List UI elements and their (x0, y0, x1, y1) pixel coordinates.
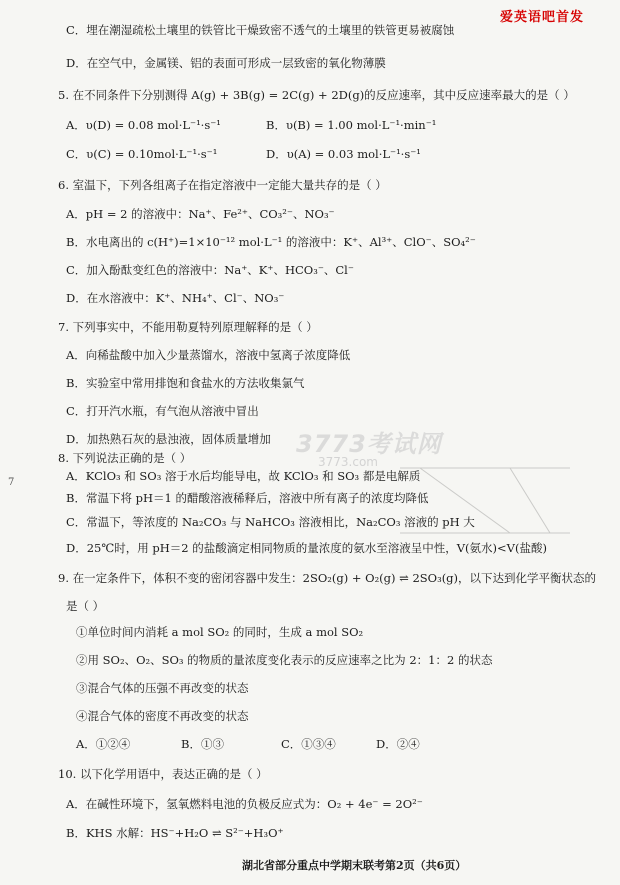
q9-statement-3: ③混合气体的压强不再改变的状态 (76, 681, 249, 695)
q9-option-c: C．①③④ (281, 737, 336, 751)
question-8: 8. 下列说法正确的是（ ） (58, 451, 192, 465)
q6-option-a: A．pH = 2 的溶液中：Na⁺、Fe²⁺、CO₃²⁻、NO₃⁻ (66, 207, 335, 221)
q9-options (76, 736, 420, 752)
q8-option-b: B．常温下将 pH＝1 的醋酸溶液稀释后，溶液中所有离子的浓度均降低 (66, 491, 429, 505)
q9-statement-1: ①单位时间内消耗 a mol SO₂ 的同时，生成 a mol SO₂ (76, 625, 364, 639)
q8-option-c: C．常温下，等浓度的 Na₂CO₃ 与 NaHCO₃ 溶液相比，Na₂CO₃ 溶液的 pH 大 (66, 515, 475, 529)
q4-option-c: C．埋在潮湿疏松土壤里的铁管比干燥致密不透气的土壤里的铁管更易被腐蚀 (66, 23, 455, 37)
question-9: 9. 在一定条件下，体积不变的密闭容器中发生：2SO₂(g) + O₂(g) ⇌ 2SO₃(g)，以下达到化学平衡状态的 (58, 571, 597, 585)
q5-option-a: A．υ(D) = 0.08 mol·L⁻¹·s⁻¹ (66, 118, 221, 132)
q5-option-d: D．υ(A) = 0.03 mol·L⁻¹·s⁻¹ (266, 147, 421, 161)
question-5: 5. 在不同条件下分别测得 A(g) + 3B(g) = 2C(g) + 2D(g)的反应速率，其中反应速率最大的是（ ） (58, 88, 575, 102)
q6-option-b: B．水电离出的 c(H⁺)=1×10⁻¹² mol·L⁻¹ 的溶液中：K⁺、Al³⁺、ClO⁻、SO₄²⁻ (66, 235, 476, 249)
q8-option-d: D．25℃时，用 pH＝2 的盐酸滴定相同物质的量浓度的氨水至溶液呈中性，V(氨水)<V(盐酸) (66, 541, 547, 555)
question-10: 10. 以下化学用语中，表达正确的是（ ） (58, 767, 268, 781)
question-9-continued: 是（ ） (66, 599, 105, 613)
q4-option-d: D．在空气中，金属镁、铝的表面可形成一层致密的氧化物薄膜 (66, 56, 386, 70)
q5-options-cd (66, 146, 421, 162)
q10-option-a: A．在碱性环境下，氢氧燃料电池的负极反应式为：O₂ + 4e⁻ = 2O²⁻ (66, 797, 423, 811)
page-footer: 湖北省部分重点中学期末联考第2页（共6页） (242, 859, 467, 872)
site-logo-watermark: 3773考试网 (296, 430, 442, 458)
q8-option-a: A．KClO₃ 和 SO₃ 溶于水后均能导电，故 KClO₃ 和 SO₃ 都是电解质 (66, 469, 421, 483)
site-url-watermark: 3773.com (318, 455, 378, 469)
q5-option-b: B．υ(B) = 1.00 mol·L⁻¹·min⁻¹ (266, 118, 437, 132)
q7-option-b: B．实验室中常用排饱和食盐水的方法收集氯气 (66, 376, 305, 390)
q10-option-b: B．KHS 水解：HS⁻+H₂O ⇌ S²⁻+H₃O⁺ (66, 826, 284, 840)
question-6: 6. 室温下，下列各组离子在指定溶液中一定能大量共存的是（ ） (58, 178, 387, 192)
q9-option-d: D．②④ (376, 737, 420, 751)
q9-option-a: A．①②④ (76, 737, 131, 751)
margin-mark: 7 (8, 477, 15, 488)
q7-option-d: D．加热熟石灰的悬浊液，固体质量增加 (66, 432, 271, 446)
q9-statement-4: ④混合气体的密度不再改变的状态 (76, 709, 249, 723)
q9-statement-2: ②用 SO₂、O₂、SO₃ 的物质的量浓度变化表示的反应速率之比为 2：1：2 的状态 (76, 653, 493, 667)
q6-option-d: D．在水溶液中：K⁺、NH₄⁺、Cl⁻、NO₃⁻ (66, 291, 285, 305)
q7-option-c: C．打开汽水瓶，有气泡从溶液中冒出 (66, 404, 259, 418)
question-7: 7. 下列事实中，不能用勒夏特列原理解释的是（ ） (58, 320, 318, 334)
q6-option-c: C．加入酚酞变红色的溶液中：Na⁺、K⁺、HCO₃⁻、Cl⁻ (66, 263, 354, 277)
q5-options-ab (66, 117, 436, 133)
q7-option-a: A．向稀盐酸中加入少量蒸馏水，溶液中氢离子浓度降低 (66, 348, 351, 362)
top-right-watermark: 爱英语吧首发 (499, 10, 584, 25)
q5-option-c: C．υ(C) = 0.10mol·L⁻¹·s⁻¹ (66, 147, 218, 161)
q9-option-b: B．①③ (181, 737, 224, 751)
